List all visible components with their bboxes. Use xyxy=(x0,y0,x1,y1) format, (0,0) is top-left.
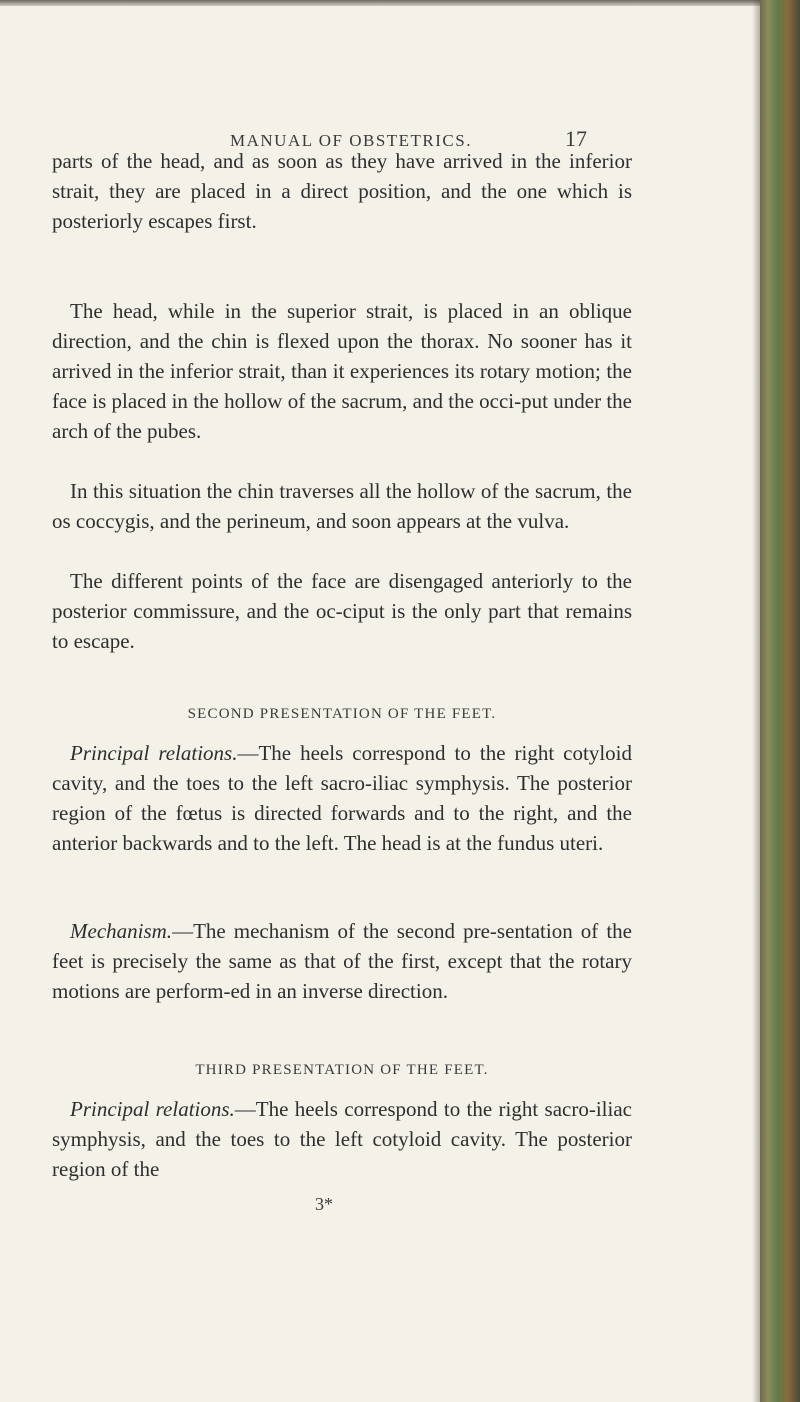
relations-paragraph xyxy=(52,738,632,858)
paragraph-2 xyxy=(52,296,632,446)
section-heading-third-presentation: THIRD PRESENTATION OF THE FEET. xyxy=(195,1062,489,1078)
paragraph-text: The different points of the face are disengaged anteriorly to the posterior commissure, and the oc-ciput is the only part that remains to escape. xyxy=(52,569,632,653)
paragraph-text: parts of the head, and as soon as they have arrived in the inferior strait, they are placed in a direct position, and the one which is posteriorly escapes first. xyxy=(52,149,632,233)
page-number: 17 xyxy=(565,126,587,151)
running-head-title: MANUAL OF OBSTETRICS. xyxy=(230,131,472,150)
relations-label: Principal relations. xyxy=(70,1097,235,1121)
paragraph-text: In this situation the chin traverses all the hollow of the sacrum, the os coccygis, and the perineum, and soon appears at the vulva. xyxy=(52,479,632,533)
mechanism-paragraph xyxy=(52,916,632,1006)
section-heading-second-presentation: SECOND PRESENTATION OF THE FEET. xyxy=(187,706,497,722)
relations-text: —The heels correspond to the right sacro-iliac symphysis, and the toes to the left cotyloid cavity. The posterior region of the xyxy=(52,1097,632,1181)
signature-mark: 3* xyxy=(315,1194,333,1214)
second-presentation-mechanism xyxy=(52,916,632,1006)
paragraph-1 xyxy=(52,146,632,236)
third-presentation-relations xyxy=(52,1094,632,1184)
mechanism-text: —The mechanism of the second pre-sentation of the feet is precisely the same as that of the first, except that the rotary motions are perform-ed in an inverse direction. xyxy=(52,919,632,1003)
relations-text: —The heels correspond to the right cotyloid cavity, and the toes to the left sacro-iliac symphysis. The posterior region of the fœtus is directed forwards and to the right, and the anterior backwards and to the left. The head is at the fundus uteri. xyxy=(52,741,633,855)
paragraph-3 xyxy=(52,476,632,536)
binding-shadow xyxy=(752,0,760,1402)
second-presentation-relations xyxy=(52,738,632,858)
book-spine-edge xyxy=(760,0,800,1402)
relations-label: Principal relations. xyxy=(70,741,238,765)
paragraph-4 xyxy=(52,566,632,656)
mechanism-label: Mechanism. xyxy=(70,919,173,943)
page-top-edge xyxy=(0,0,760,6)
relations-paragraph xyxy=(52,1094,632,1184)
paragraph-text: The head, while in the superior strait, is placed in an oblique direction, and the chin is flexed upon the thorax. No sooner has it arrived in the inferior strait, than it experiences its rotary motion; the face is placed in the hollow of the sacrum, and the occi-put under the arch of the pubes. xyxy=(52,299,632,443)
